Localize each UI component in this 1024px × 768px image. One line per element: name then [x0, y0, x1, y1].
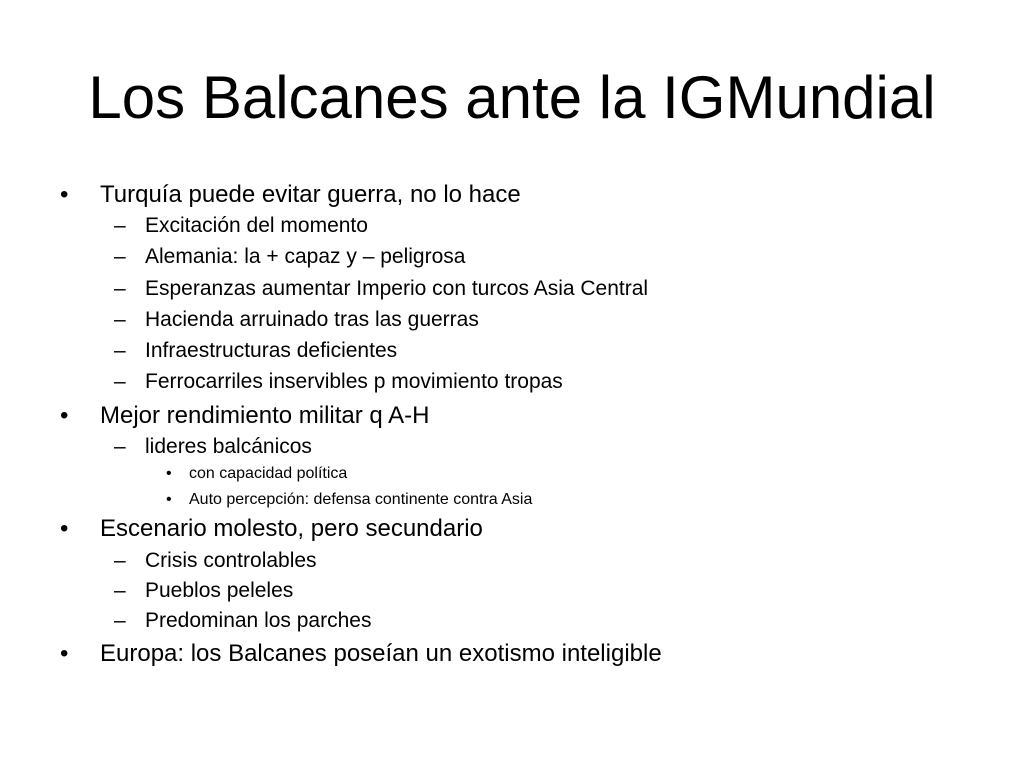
dash-marker: – [114, 435, 126, 458]
dash-marker: – [114, 579, 126, 602]
dash-marker: – [114, 277, 126, 300]
bullet-marker: • [60, 181, 69, 208]
bullet-marker: • [60, 402, 69, 429]
bullet-text: Infraestructuras deficientes [145, 339, 398, 362]
bullet-text: Crisis controlables [145, 549, 317, 572]
dash-marker: – [114, 549, 126, 572]
bullet-text: Esperanzas aumentar Imperio con turcos Asia Central [145, 277, 649, 300]
bullet-marker: • [166, 491, 172, 508]
dash-marker: – [114, 214, 126, 237]
dash-marker: – [114, 339, 126, 362]
dash-marker: – [114, 308, 126, 331]
bullet-marker: • [60, 640, 69, 667]
bullet-text: Turquía puede evitar guerra, no lo hace [100, 181, 521, 208]
bullet-text: lideres balcánicos [145, 435, 312, 458]
dash-marker: – [114, 370, 126, 393]
bullet-text: Excitación del momento [145, 214, 368, 237]
bullet-text: Auto percepción: defensa continente contra Asia [189, 491, 533, 508]
bullet-text: Predominan los parches [145, 609, 372, 632]
bullet-marker: • [166, 465, 172, 482]
bullet-text: con capacidad política [189, 465, 348, 482]
bullet-text: Mejor rendimiento militar q A-H [100, 402, 430, 429]
dash-marker: – [114, 245, 126, 268]
bullet-marker: • [60, 515, 69, 542]
bullet-text: Hacienda arruinado tras las guerras [145, 308, 479, 331]
dash-marker: – [114, 609, 126, 632]
bullet-text: Alemania: la + capaz y – peligrosa [145, 245, 466, 268]
slide-title: Los Balcanes ante la IGMundial [88, 64, 936, 131]
bullet-text: Europa: los Balcanes poseían un exotismo inteligible [100, 640, 662, 667]
bullet-text: Escenario molesto, pero secundario [100, 515, 483, 542]
bullet-text: Ferrocarriles inservibles p movimiento tropas [145, 370, 563, 393]
bullet-text: Pueblos peleles [145, 579, 294, 602]
